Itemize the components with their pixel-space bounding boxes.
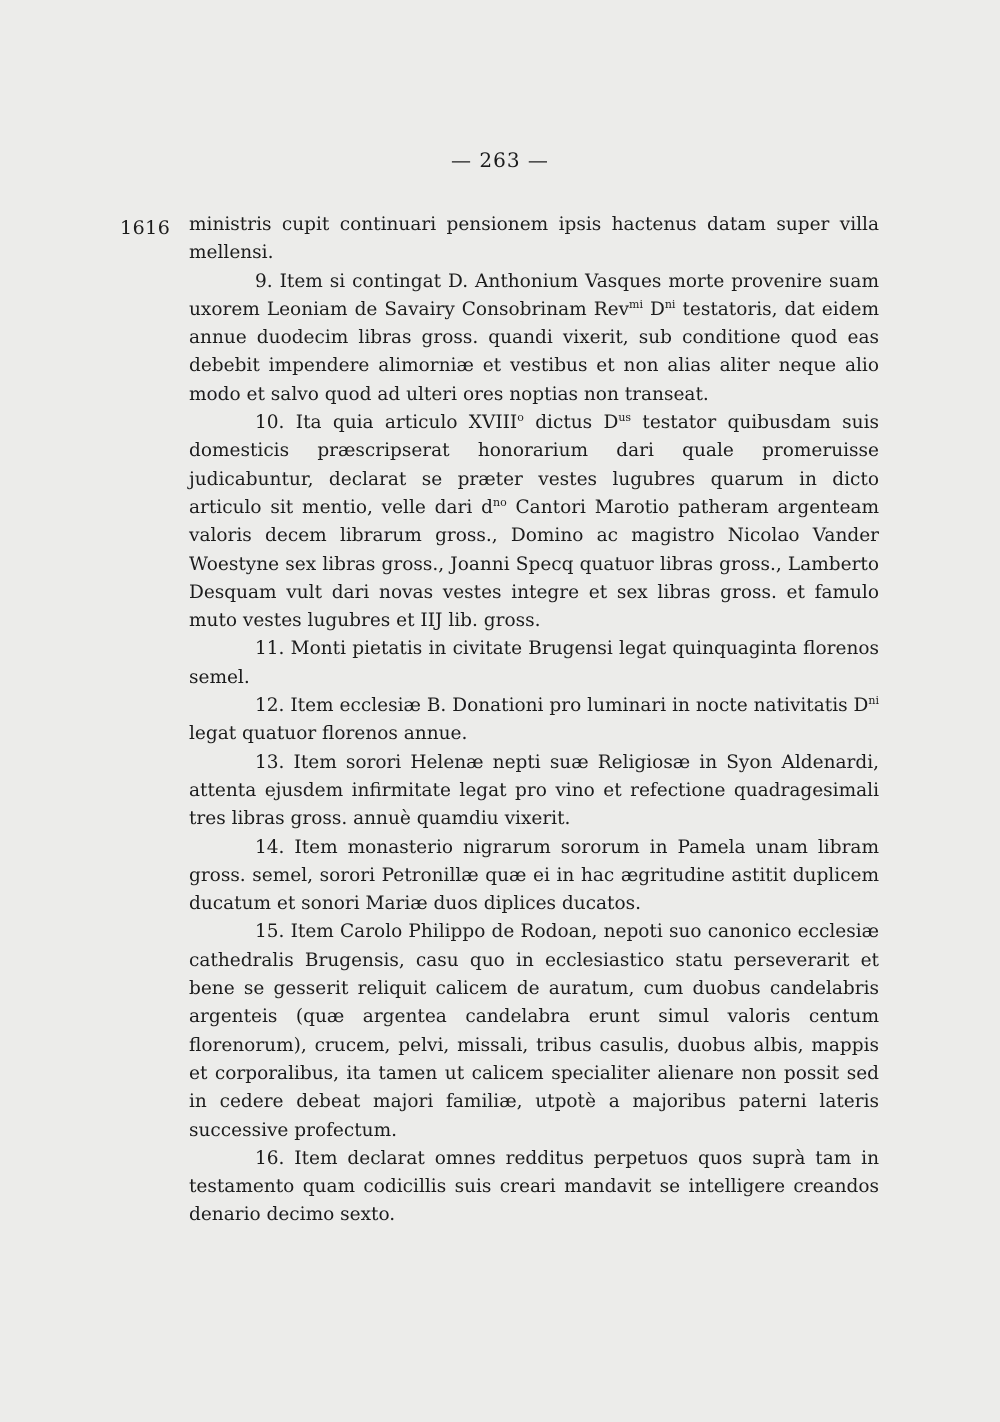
page-number: — 263 — (451, 148, 549, 172)
text-run: 11. Monti pietatis in civitate Brugensi legat quinquaginta florenos semel. (189, 638, 879, 688)
paragraph-p9 (189, 268, 879, 409)
superscript-abbrev: mi (629, 297, 643, 311)
margin-year-note: 1616 (120, 217, 171, 239)
text-run: legat quatuor florenos annue. (189, 723, 468, 745)
text-run: 14. Item monasterio nigrarum sororum in Pamela unam libram gross. semel, sorori Petronillæ quæ ei in hac ægritudine astitit duplicem ducatum et sonori Mariæ duos diplices ducatos. (189, 836, 879, 915)
superscript-abbrev: us (618, 411, 632, 425)
superscript-abbrev: ni (664, 297, 676, 311)
text-run: D (643, 298, 665, 320)
text-run: 15. Item Carolo Philippo de Rodoan, nepoti suo canonico ecclesiæ cathedralis Brugensis, casu quo in ecclesiastico statu perseverarit et bene se gesserit reliquit calicem de auratum, cum duobus candelabris argenteis (quæ argentea candelabra erunt simul valoris centum florenorum), crucem, pelvi, missali, tribus casulis, duobus albis, mappis et corporalibus, ita tamen ut calicem specialiter alienare non possit sed in cedere debeat majori familiæ, utpotè a majoribus paterni lateris successive profectum. (189, 921, 879, 1141)
text-run: 9. Item si contingat D. Anthonium Vasques morte provenire suam uxorem Leoniam de Savairy Consobrinam Rev (189, 270, 879, 320)
superscript-abbrev: o (517, 411, 524, 425)
paragraph-p8-cont (189, 211, 879, 268)
paragraph-p16 (189, 1145, 879, 1230)
paragraph-p12 (189, 692, 879, 749)
superscript-abbrev: no (492, 495, 507, 509)
paragraph-p10 (189, 409, 879, 635)
text-run: 10. Ita quia articulo XVIII (255, 412, 518, 434)
text-run: 13. Item sorori Helenæ nepti suæ Religiosæ in Syon Aldenardi, attenta ejusdem infirmitate legat pro vino et refectione quadragesimali tres libras gross. annuè quamdiu vixerit. (189, 751, 879, 830)
paragraph-p14 (189, 834, 879, 919)
superscript-abbrev: ni (868, 694, 879, 708)
paragraph-p15 (189, 918, 879, 1144)
text-run: 16. Item declarat omnes redditus perpetuos quos suprà tam in testamento quam codicillis suis creari mandavit se intelligere creandos denario decimo sexto. (189, 1147, 879, 1226)
text-run: ministris cupit continuari pensionem ipsis hactenus datam super villa mellensi. (189, 214, 879, 264)
body-text (189, 211, 879, 1230)
paragraph-p11 (189, 635, 879, 692)
text-run: testator quibusdam suis domesticis præscripserat honorarium dari quale promeruisse judicabuntur, declarat se præter vestes lugubres quarum in dicto articulo sit mentio, velle dari d (189, 412, 879, 518)
text-run: 12. Item ecclesiæ B. Donationi pro luminari in nocte nativitatis D (255, 695, 869, 717)
text-run: dictus D (523, 412, 619, 434)
text-run: testatoris, dat eidem annue duodecim libras gross. quandi vixerit, sub conditione quod eas debebit impendere alimorniæ et vestibus et non alias aliter neque alio modo et salvo quod ad ulteri ores noptias non transeat. (189, 298, 880, 405)
paragraph-p13 (189, 749, 879, 834)
text-run: Cantori Marotio patheram argenteam valoris decem librarum gross., Domino ac magistro Nicolao Vander Woestyne sex libras gross., Joanni Specq quatuor libras gross., Lamberto Desquam vult dari novas vestes integre et sex libras gross. et famulo muto vestes lugubres et IIJ lib. gross. (189, 496, 880, 632)
